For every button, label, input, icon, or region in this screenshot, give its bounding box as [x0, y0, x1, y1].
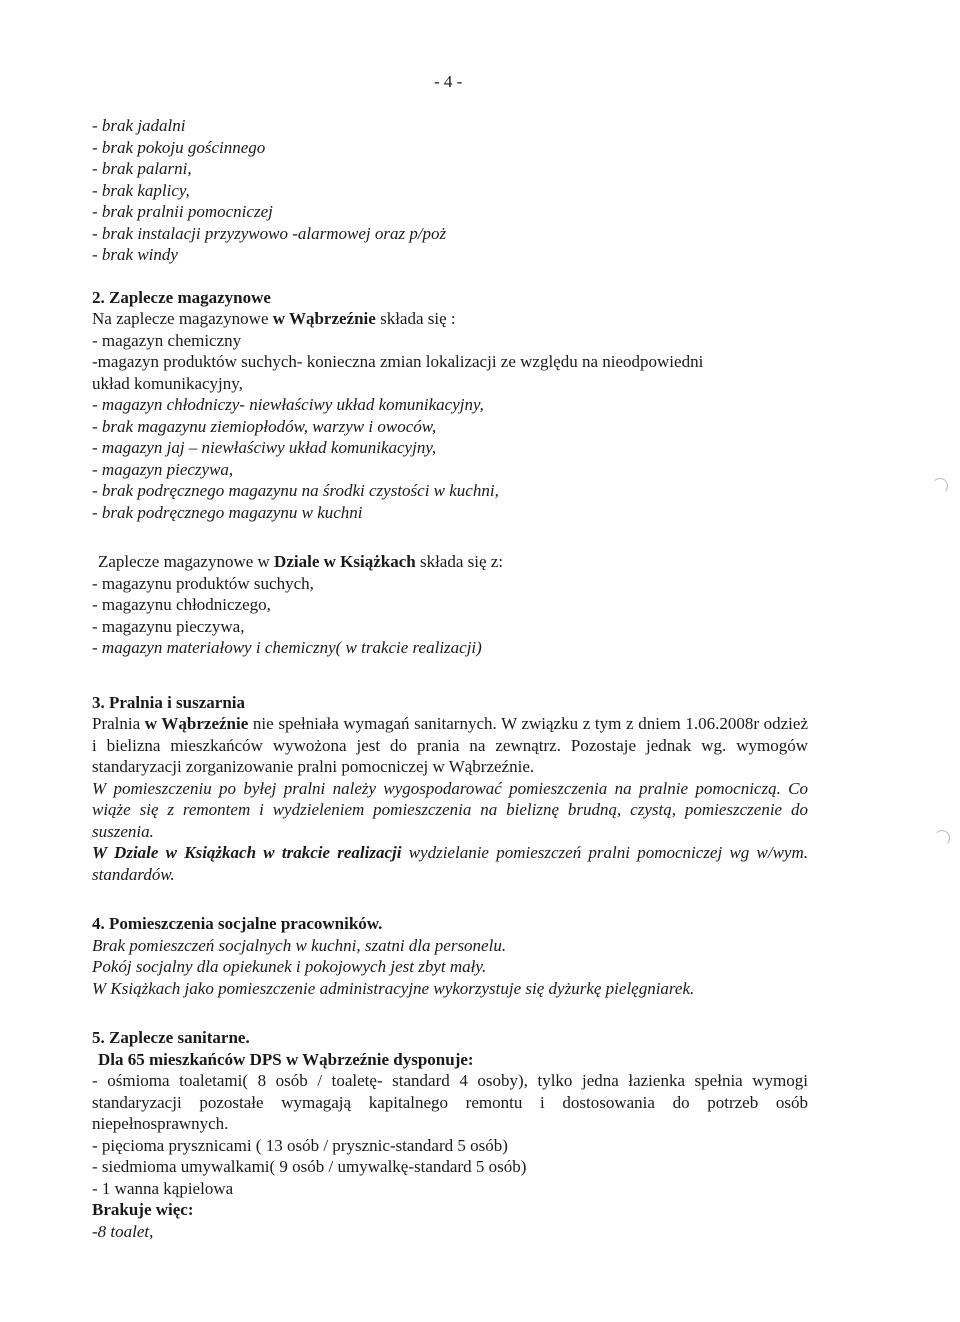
page-number: - 4 - — [434, 72, 463, 91]
subheading: Dla 65 mieszkańców DPS w Wąbrzeźnie dysponuje: — [98, 1049, 474, 1069]
text: wydzielanie pomieszczeń pralni pomocniczej wg w/wym. standardów. — [92, 843, 808, 884]
list-item: - magazyn chemiczny — [92, 330, 242, 350]
list-item: - magazyn jaj – niewłaściwy układ komunikacyjny, — [92, 438, 437, 457]
list-item: - brak jadalni — [92, 116, 186, 135]
list-item: - magazyn materiałowy i chemiczny( w trakcie realizacji) — [92, 638, 482, 657]
list-item: układ komunikacyjny, — [92, 373, 243, 393]
list-item: - brak kaplicy, — [92, 180, 190, 200]
section1-list — [92, 115, 808, 266]
text: Na zaplecze magazynowe — [92, 309, 273, 328]
text: Pralnia — [92, 714, 145, 733]
list-item: Brak pomieszczeń socjalnych w kuchni, szatni dla personelu. — [92, 935, 507, 955]
text: Zaplecze magazynowe w — [98, 552, 275, 571]
section3 — [92, 692, 808, 886]
list-item: - brak instalacji przyzywowo -alarmowej oraz p/poż — [92, 223, 447, 243]
list-item: -8 toalet, — [92, 1221, 154, 1241]
paragraph — [92, 713, 808, 778]
list-item: - brak pralnii pomocniczej — [92, 202, 273, 221]
list-item: - brak palarni, — [92, 159, 192, 178]
list-item: - brak podręcznego magazynu na środki czystości w kuchni, — [92, 481, 499, 500]
list-item: -magazyn produktów suchych- konieczna zmian lokalizacji ze względu na nieodpowiedni — [92, 352, 704, 371]
section2 — [92, 287, 808, 659]
paragraph — [92, 842, 808, 885]
section5 — [92, 1027, 808, 1242]
paragraph — [92, 551, 808, 573]
list-item: - brak windy — [92, 245, 178, 264]
list-item: - magazyn pieczywa, — [92, 459, 234, 479]
list-item: - brak pokoju gościnnego — [92, 137, 266, 157]
list-item: - siedmioma umywalkami( 9 osób / umywalkę-standard 5 osób) — [92, 1157, 527, 1176]
section-heading: 4. Pomieszczenia socjalne pracowników. — [92, 914, 383, 933]
list-item: - brak magazynu ziemiopłodów, warzyw i owoców, — [92, 416, 437, 436]
emphasis: Dziale w Książkach — [274, 552, 416, 571]
list-item: - magazynu pieczywa, — [92, 616, 245, 636]
section4 — [92, 913, 808, 999]
emphasis: w Wąbrzeźnie — [144, 714, 249, 733]
paragraph: W pomieszczeniu po byłej pralni należy wygospodarować pomieszczenia na pralnie pomocniczą. Co wiąże się z remontem i wydzieleniem pomieszczenia na bieliznę brudną, czystą, pomieszczenie do suszenia. — [92, 778, 808, 841]
section-heading: 2. Zaplecze magazynowe — [92, 287, 271, 307]
section-heading — [92, 692, 808, 714]
paragraph — [92, 308, 808, 330]
emphasis: w Wąbrzeźnie — [272, 309, 376, 328]
text: nie spełniała wymagań sanitarnych. W związku z tym z dniem 1.06.2008r odzież i bielizna mieszkańców wywożona jest do prania na zewnątrz. Pozostaje jednak wg. wymogów standaryzacji zorganizowanie pralni pomocniczej w Wąbrzeźnie. — [92, 714, 808, 776]
paragraph: - ośmioma toaletami( 8 osób / toaletę- standard 4 osoby), tylko jedna łazienka spełnia wymogi standaryzacji pozostałe wymagają kapitalnego remontu i dostosowania do potrzeb osób niepełnosprawnych. — [92, 1071, 808, 1133]
list-item: - magazyn chłodniczy- niewłaściwy układ komunikacyjny, — [92, 395, 484, 414]
list-item: W Książkach jako pomieszczenie administracyjne wykorzystuje się dyżurkę pielęgniarek. — [92, 978, 695, 998]
text: 3. — [92, 692, 105, 712]
list-item: - brak podręcznego magazynu w kuchni — [92, 502, 363, 522]
emphasis: W Dziale w Książkach w trakcie realizacji — [92, 843, 402, 862]
text: Pralnia i suszarnia — [109, 692, 246, 712]
section-heading: 5. Zaplecze sanitarne. — [92, 1028, 250, 1047]
text: składa się z: — [415, 552, 504, 571]
list-item: Pokój socjalny dla opiekunek i pokojowych jest zbyt mały. — [92, 957, 487, 976]
brakuje-label: Brakuje więc: — [92, 1200, 194, 1219]
document-body — [92, 115, 808, 1242]
text: składa się : — [375, 309, 456, 328]
list-item: - pięcioma prysznicami ( 13 osób / prysznic-standard 5 osób) — [92, 1135, 508, 1155]
list-item: - magazynu produktów suchych, — [92, 573, 314, 593]
scan-artifact — [934, 830, 950, 846]
scan-artifact — [932, 478, 948, 494]
list-item: - magazynu chłodniczego, — [92, 595, 271, 614]
list-item: - 1 wanna kąpielowa — [92, 1178, 234, 1198]
